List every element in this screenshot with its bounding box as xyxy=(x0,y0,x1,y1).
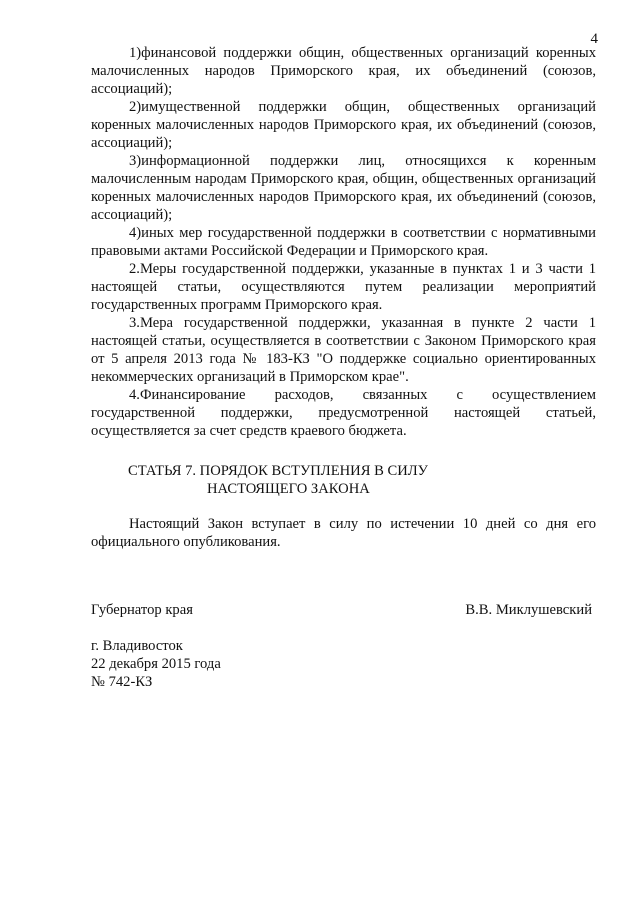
article-heading-line2: НАСТОЯЩЕГО ЗАКОНА xyxy=(207,481,370,497)
article-body xyxy=(91,515,596,551)
list-item: 4)иных мер государственной поддержки в соответствии с нормативными правовыми актами Российской Федерации и Приморского края. xyxy=(91,225,596,259)
footer-law-number: № 742-КЗ xyxy=(91,674,153,690)
page-number: 4 xyxy=(590,31,598,47)
signatory-title: Губернатор края xyxy=(91,602,193,618)
list-item: 3)информационной поддержки лиц, относящихся к коренным малочисленным народам Приморского края, общин, общественных организаций коренных малочисленных народов Приморского края, их объединений (союзов, ассоциаций); xyxy=(91,153,596,223)
article-heading xyxy=(128,462,548,498)
list-item: 1)финансовой поддержки общин, общественных организаций коренных малочисленных народов Приморского края, их объединений (союзов, ассоциаций); xyxy=(91,45,596,97)
list-item: 2)имущественной поддержки общин, общественных организаций коренных малочисленных народов Приморского края, их объединений (союзов, ассоциаций); xyxy=(91,99,596,151)
list-item: 2.Меры государственной поддержки, указанные в пунктах 1 и 3 части 1 настоящей статьи, осуществляются путем реализации мероприятий государственных программ Приморского края. xyxy=(91,261,596,313)
support-measures-list xyxy=(91,44,596,440)
list-item: 3.Мера государственной поддержки, указанная в пункте 2 части 1 настоящей статьи, осуществляется в соответствии с Законом Приморского края от 5 апреля 2013 года № 183-КЗ "О поддержке социально ориентированных некоммерческих организаций в Приморском крае". xyxy=(91,315,596,385)
list-item: 4.Финансирование расходов, связанных с осуществлением государственной поддержки, предусмотренной настоящей статьей, осуществляется за счет средств краевого бюджета. xyxy=(91,387,596,439)
footer-date: 22 декабря 2015 года xyxy=(91,656,221,672)
article-heading-line1: СТАТЬЯ 7. ПОРЯДОК ВСТУПЛЕНИЯ В СИЛУ xyxy=(128,463,428,479)
footer-block xyxy=(91,637,221,691)
article-text: Настоящий Закон вступает в силу по истечении 10 дней со дня его официального опубликования. xyxy=(91,516,596,550)
signatory-name: В.В. Миклушевский xyxy=(465,602,592,618)
footer-city: г. Владивосток xyxy=(91,638,183,654)
